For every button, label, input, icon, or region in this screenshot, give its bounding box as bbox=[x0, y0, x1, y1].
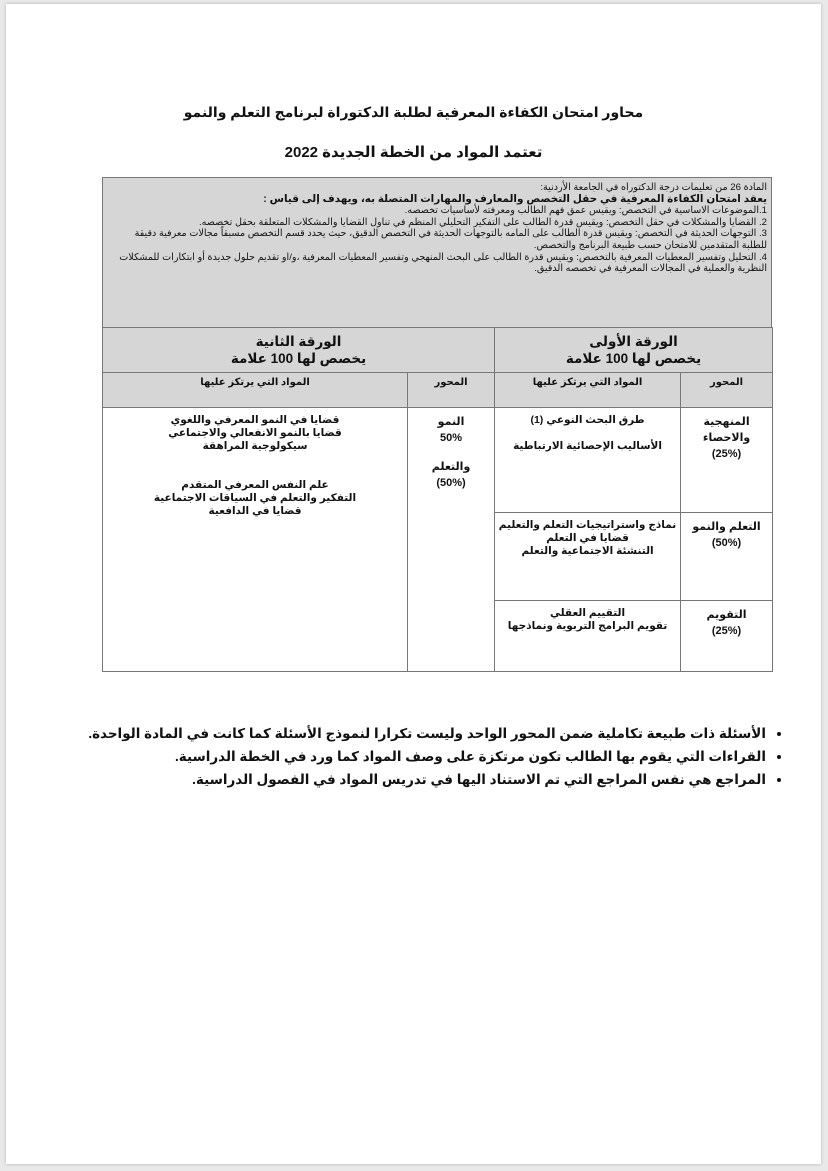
subjects-cell: التقييم العقلي تقويم البرامج التربوية ونماذجها bbox=[495, 601, 681, 672]
intro-item: 3. التوجهات الحديثة في التخصص: ويقيس قدرة الطالب على المامه بالتوجهات الحديثة في التخصص الدقيق، حيث يحدد قسم التخصص مسبقاً مجالات معرفية دقيقة للطلبة المتقدمين للامتحان حسب طبيعة البرنامج والتخصص. bbox=[134, 228, 767, 251]
axis-cell: التقويم (25%) bbox=[681, 601, 773, 672]
intro-item: 2. القضايا والمشكلات في حقل التخصص: ويقيس قدرة الطالب على التفكير التحليلي المنظم في تناول القضايا والمشكلات المتعلقة بحقل تخصصه. bbox=[198, 216, 767, 228]
exam-table bbox=[102, 327, 773, 672]
paper1-title: الورقة الأولى bbox=[589, 334, 678, 349]
document-title: محاور امتحان الكفاءة المعرفية لطلبة الدكتوراة لبرنامج التعلم والنمو bbox=[183, 104, 644, 120]
document-page bbox=[6, 4, 821, 1164]
paper1-marks: يخصص لها 100 علامة bbox=[565, 351, 702, 366]
intro-line: المادة 26 من تعليمات درجة الدكتوراه في الجامعة الأردنية: bbox=[540, 182, 767, 193]
document-subtitle: تعتمد المواد من الخطة الجديدة 2022 bbox=[284, 144, 543, 161]
column-header-axis: المحور bbox=[408, 373, 495, 408]
paper2-axis-cell: النمو 50% والتعلم (50%) bbox=[408, 408, 495, 672]
paper2-subjects-cell: قضايا في النمو المعرفي واللغوي قضايا بالنمو الانفعالي والاجتماعي سيكولوجية المراهقة علم النفس المعرفي المتقدم التفكير والتعلم في السياقات الاجتماعية قضايا في الدافعية bbox=[103, 408, 408, 672]
column-header-axis: المحور bbox=[681, 373, 773, 408]
subjects-cell: طرق البحث النوعي (1) الأساليب الإحصائية الارتباطية bbox=[495, 408, 681, 513]
column-header-subjects: المواد التي يرتكز عليها bbox=[495, 373, 681, 408]
paper2-marks: يخصص لها 100 علامة bbox=[230, 351, 367, 366]
paper2-header bbox=[103, 328, 495, 373]
paper1-header bbox=[495, 328, 773, 373]
intro-item: 4. التحليل وتفسير المعطيات المعرفية بالتخصص: ويقيس قدرة الطالب على البحث المنهجي وتفسير المعطيات المعرفية ،و/او تقديم حلول جديدة أو ابتكارات للمشكلات النظرية والعملية في المجالات المعرفية في تخصصه الدقيق. bbox=[119, 251, 767, 275]
column-header-subjects: المواد التي يرتكز عليها bbox=[103, 373, 408, 408]
list-item: • المراجع هي نفس المراجع التي تم الاستناد اليها في تدريس المواد في الفصول الدراسية. bbox=[66, 768, 766, 791]
notes-list bbox=[66, 722, 788, 791]
list-item: • الأسئلة ذات طبيعة تكاملية ضمن المحور الواحد وليست تكرارا لنموذج الأسئلة كما كانت في المادة الواحدة. bbox=[66, 722, 766, 745]
subjects-cell: نماذج واستراتيجيات التعلم والتعليم قضايا في التعلم التنشئة الاجتماعية والتعلم bbox=[495, 513, 681, 601]
intro-box bbox=[102, 177, 772, 327]
intro-bold-line: يعقد امتحان الكفاءة المعرفية في حقل التخصص والمعارف والمهارات المتصلة به، ويهدف إلى قياس : bbox=[263, 193, 767, 205]
paper2-title: الورقة الثانية bbox=[255, 334, 342, 349]
axis-cell: التعلم والنمو (50%) bbox=[681, 513, 773, 601]
list-item: • القراءات التي يقوم بها الطالب تكون مرتكزة على وصف المواد كما ورد في الخطة الدراسية. bbox=[66, 745, 766, 768]
intro-item: 1.الموضوعات الاساسية في التخصص: ويقيس عمق فهم الطالب ومعرفته لأساسيات تخصصه. bbox=[404, 205, 767, 217]
axis-cell: المنهجية والاحصاء (25%) bbox=[681, 408, 773, 513]
